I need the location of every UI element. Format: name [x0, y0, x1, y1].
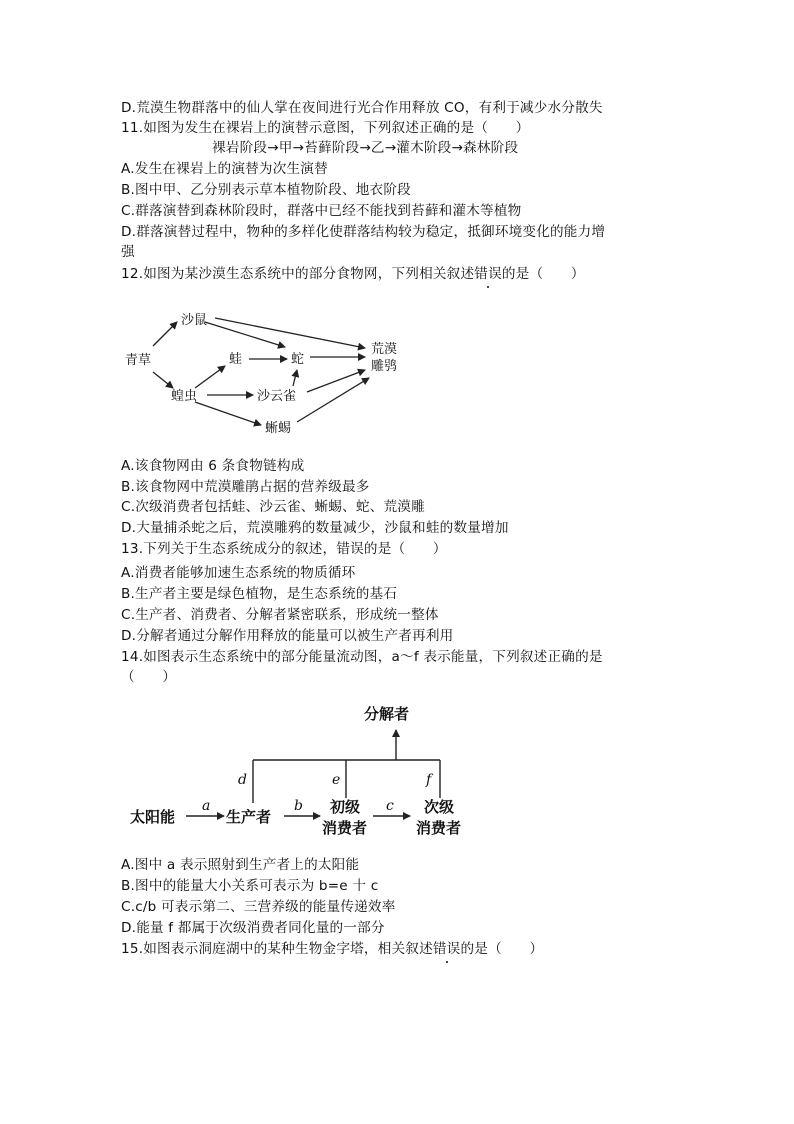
node-chuji-line2: 消费者 — [322, 819, 368, 837]
node-huangmo-line1: 荒漠 — [371, 342, 398, 357]
q12-stem — [121, 264, 681, 284]
q12-option-b: B.该食物网中荒漠雕鹃占据的营养级最多 — [121, 479, 370, 495]
q14-stem-line1: 14.如图表示生态系统中的部分能量流动图，a～f 表示能量，下列叙述正确的是 — [121, 649, 603, 665]
q14-option-c: C.c/b 可表示第二、三营养级的能量传递效率 — [121, 899, 396, 915]
q11-option-d-line2: 强 — [121, 244, 135, 260]
arrow-qingcao-shashu — [153, 322, 177, 346]
node-shayunque: 沙云雀 — [257, 389, 297, 404]
q12-stem-before: 12.如图为某沙漠生态系统中的部分食物网，下列相关叙述 — [121, 266, 475, 282]
q14-option-b: B.图中的能量大小关系可表示为 b=e 十 c — [121, 878, 379, 894]
q14-stem-line2: （ ） — [121, 669, 177, 685]
arrow-shashu-she — [205, 322, 285, 347]
arrow-qingcao-huangchong — [153, 372, 173, 388]
node-ciji-line1: 次级 — [424, 798, 455, 816]
q15-stem-after: 的是（ ） — [460, 941, 544, 957]
node-shashu: 沙鼠 — [181, 313, 208, 328]
node-she: 蛇 — [291, 352, 305, 367]
arrow-shayunque-huangmo — [307, 370, 365, 392]
q13-option-a: A.消费者能够加速生态系统的物质循环 — [121, 565, 356, 581]
q10-option-d: D.荒漠生物群落中的仙人掌在夜间进行光合作用释放 CO，有利于减少水分散失 — [121, 100, 603, 116]
q11-succession-sequence: 裸岩阶段→甲→苔藓阶段→乙→灌木阶段→森林阶段 — [212, 140, 519, 156]
q13-option-d: D.分解者通过分解作用释放的能量可以被生产者再利用 — [121, 628, 454, 644]
energy-flow-diagram — [128, 698, 480, 843]
q12-stem-after: 的是（ ） — [501, 266, 585, 282]
q12-option-a: A.该食物网由 6 条食物链构成 — [121, 458, 305, 474]
food-web-diagram — [125, 300, 425, 445]
node-xiyi: 蜥蜴 — [265, 421, 292, 436]
q13-stem: 13.下列关于生态系统成分的叙述，错误的是（ ） — [121, 541, 447, 557]
arrow-huangchong-xiyi — [195, 402, 261, 425]
q12-stem-emph: 错误 — [474, 266, 502, 282]
q13-option-c: C.生产者、消费者、分解者紧密联系，形成统一整体 — [121, 607, 439, 623]
q14-option-d: D.能量 f 都属于次级消费者同化量的一部分 — [121, 920, 385, 936]
label-a: a — [202, 798, 211, 814]
arrow-xiyi-huangmo — [297, 378, 369, 422]
node-shengchanzhe: 生产者 — [226, 808, 272, 826]
node-wa: 蛙 — [229, 352, 243, 367]
arrow-huangchong-wa — [195, 366, 225, 388]
q11-stem: 11.如图为发生在裸岩上的演替示意图，下列叙述正确的是（ ） — [121, 120, 530, 136]
node-qingcao: 青草 — [125, 353, 152, 368]
q11-option-b: B.图中甲、乙分别表示草本植物阶段、地衣阶段 — [121, 182, 411, 198]
q11-option-c: C.群落演替到森林阶段时，群落中已经不能找到苔藓和灌木等植物 — [121, 203, 522, 219]
arrow-shayunque-she — [293, 370, 297, 386]
label-d: d — [238, 772, 247, 788]
q15-stem-emph: 错误 — [432, 941, 461, 957]
q15-stem — [121, 939, 681, 959]
node-chuji-line1: 初级 — [330, 798, 361, 816]
q15-stem-before: 15.如图表示洞庭湖中的某种生物金字塔，相关叙述 — [121, 941, 433, 957]
q12-option-d: D.大量捕杀蛇之后，荒漠雕鸦的数量减少，沙鼠和蛙的数量增加 — [121, 520, 509, 536]
arrow-shashu-huangmo — [215, 318, 365, 348]
label-f: f — [426, 772, 432, 788]
node-taiyangneng: 太阳能 — [130, 808, 176, 826]
q11-option-a: A.发生在裸岩上的演替为次生演替 — [121, 161, 328, 177]
node-ciji-line2: 消费者 — [416, 819, 462, 837]
q14-option-a: A.图中 a 表示照射到生产者上的太阳能 — [121, 857, 360, 873]
node-huangchong: 蝗虫 — [171, 389, 198, 404]
node-fenjiezhe: 分解者 — [364, 705, 410, 723]
q13-option-b: B.生产者主要是绿色植物，是生态系统的基石 — [121, 586, 398, 602]
q12-option-c: C.次级消费者包括蛙、沙云雀、蜥蜴、蛇、荒漠雕 — [121, 499, 425, 515]
node-huangmo-line2: 雕鸮 — [371, 359, 398, 374]
label-e: e — [332, 772, 341, 788]
q11-option-d-line1: D.群落演替过程中，物种的多样化使群落结构较为稳定，抵御环境变化的能力增 — [121, 224, 606, 240]
label-c: c — [386, 798, 394, 814]
label-b: b — [294, 798, 303, 814]
